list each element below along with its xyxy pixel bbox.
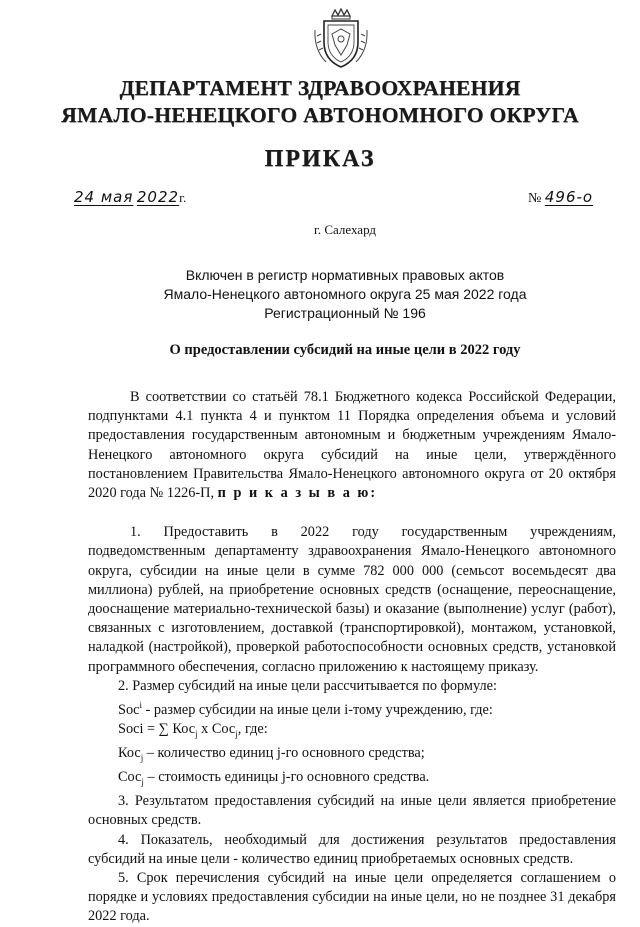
order-command: п р и к а з ы в а ю: xyxy=(217,485,378,502)
order-date xyxy=(74,188,186,207)
year-suffix: г. xyxy=(179,190,187,205)
registration-note-line2: Ямало-Ненецкого автономного округа 25 мая 2022 года xyxy=(163,286,527,302)
formula-soc-definition: Soc$^i$ - размер субсидии на иные цели i-тому учреждению, где: xyxy=(118,700,493,718)
document-type-title: ПРИКАЗ xyxy=(264,146,376,172)
handwritten-year: 2022 xyxy=(136,188,180,206)
item-3-paragraph: 3. Результатом предоставления субсидий на иные цели является приобретение основных средств. xyxy=(88,793,616,829)
department-name-line2: ЯМАЛО-НЕНЕЦКОГО АВТОНОМНОГО ОКРУГА xyxy=(61,103,579,127)
formula-soci: Soci = ∑ Кос$_j$ х Сос$_j$, где: xyxy=(118,721,268,739)
formula-coc-definition: Сос$_j$ – стоимость единицы j-го основного средства. xyxy=(118,769,430,787)
registration-note-line1: Включен в регистр нормативных правовых актов xyxy=(185,267,505,283)
department-name-line1: ДЕПАРТАМЕНТ ЗДРАВООХРАНЕНИЯ xyxy=(119,76,521,100)
item-5-paragraph: 5. Срок перечисления субсидий на иные цели определяется соглашением о порядке и условиях предоставления субсидии на иные цели, но не позднее 31 декабря 2022 года. xyxy=(88,870,616,925)
city-name: г. Салехард xyxy=(313,222,377,237)
order-subject: О предоставлении субсидий на иные цели в 2022 году xyxy=(169,342,521,358)
registration-note-line3: Регистрационный № 196 xyxy=(264,305,426,321)
handwritten-number: 496-о xyxy=(544,188,594,206)
handwritten-date: 24 мая xyxy=(74,188,134,206)
formula-koc-definition: Кос$_j$ – количество единиц j-го основного средства; xyxy=(118,745,425,763)
order-body xyxy=(88,388,616,927)
preamble-text: В соответствии со статьёй 78.1 Бюджетного кодекса Российской Федерации, подпунктами 4.1 пункта 4 и пунктом 11 Порядка определения объема и условий предоставления государственным автономным и бюджетным учреждениям Ямало-Ненецкого автономного округа субсидий на иные цели, утверждённого постановлением Правительства Ямало-Ненецкого автономного округа от 20 октября 2020 года № 1226-П, xyxy=(88,389,616,502)
item-2-paragraph: 2. Размер субсидий на иные цели рассчитывается по формуле: xyxy=(118,677,497,694)
preamble-paragraph xyxy=(88,388,616,503)
item-4-paragraph: 4. Показатель, необходимый для достижения результатов предоставления субсидий на иные цели - количество единиц приобретаемых основных средств. xyxy=(88,831,616,867)
number-sign: № xyxy=(528,191,542,206)
coat-of-arms-emblem xyxy=(312,8,370,70)
order-number xyxy=(528,188,593,207)
item-1-paragraph: 1. Предоставить в 2022 году государственным учреждениям, подведомственным департаменту здравоохранения Ямало-Ненецкого автономного округа, субсидии на иные цели в сумме 782 000 000 (семьсот восемьдесят два миллиона) рублей, на приобретение основных средств (оснащение, переоснащение, дооснащение материально-технической базы) и оказание (выполнение) услуг (работ), связанных с изготовлением, доставкой (транспортировкой), монтажом, установкой, наладкой (настройкой), проверкой работоспособности основных средств, установкой программного обеспечения, согласно приложению к настоящему приказу. xyxy=(88,524,616,675)
